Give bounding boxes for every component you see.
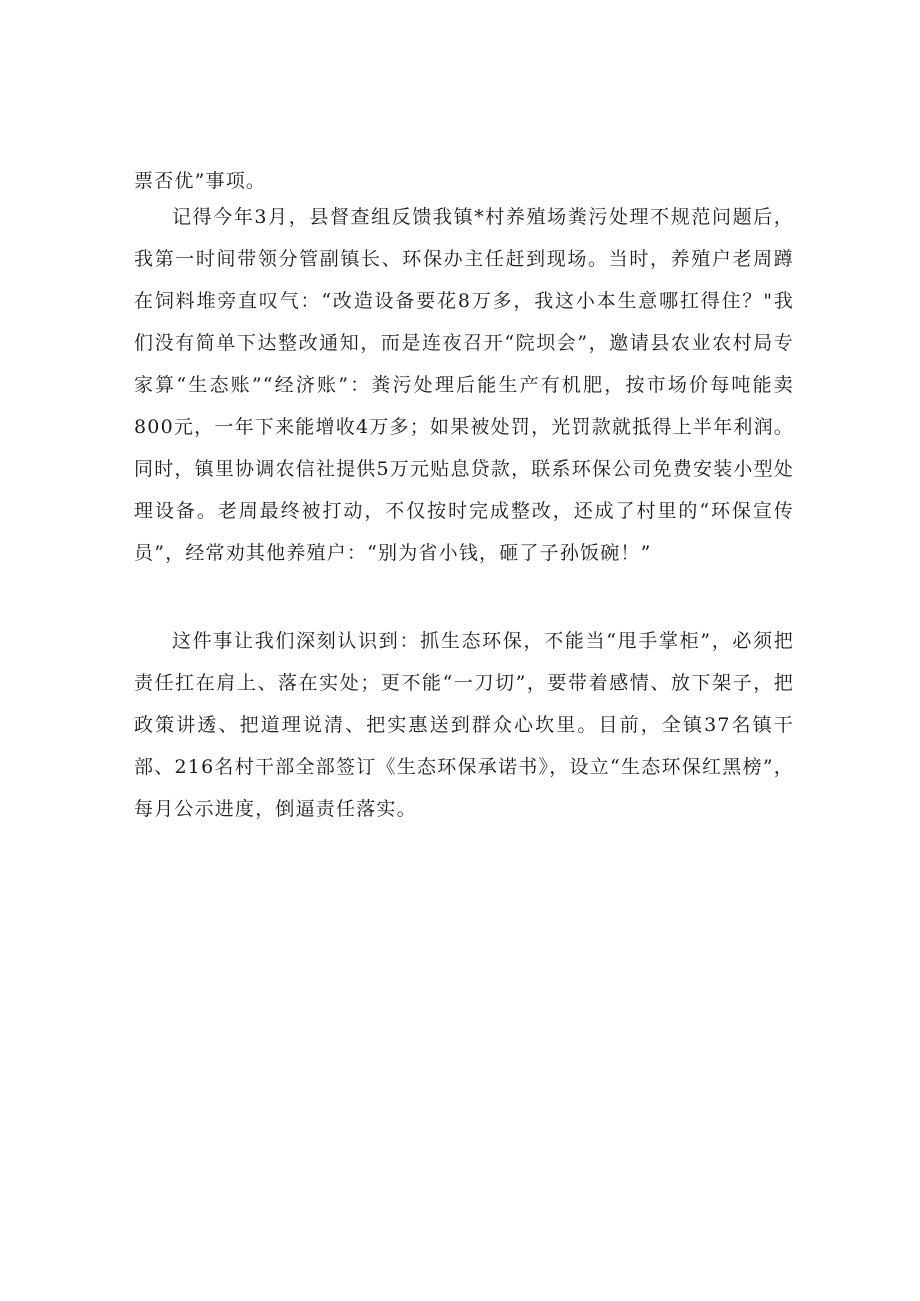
paragraph-conclusion: 这件事让我们深刻认识到：抓生态环保，不能当“甩手掌柜”，必须把责任扛在肩上、落在实处；更不能“一刀切”，要带着感情、放下架子，把政策讲透、把道理说清、把实惠送到群众心坎里。目前，全镇37名镇干部、216名村干部全部签订《生态环保承诺书》，设立“生态环保红黑榜”，每月公示进度，倒逼责任落实。 (134, 630, 794, 820)
paragraph-continuation: 票否优”事项。 (134, 170, 267, 192)
paragraph-case-story: 记得今年3月，县督查组反馈我镇*村养殖场粪污处理不规范问题后，我第一时间带领分管副镇长、环保办主任赶到现场。当时，养殖户老周蹲在饲料堆旁直叹气：“改造设备要花8万多，我这小本生意哪扛得住？"我们没有简单下达整改通知，而是连夜召开“院坝会”，邀请县农业农村局专家算“生态账”“经济账”：粪污处理后能生产有机肥，按市场价每吨能卖800元，一年下来能增收4万多；如果被处罚，光罚款就抵得上半年利润。同时，镇里协调农信社提供5万元贴息贷款，联系环保公司免费安装小型处理设备。老周最终被打动，不仅按时完成整改，还成了村里的“环保宣传员”，经常劝其他养殖户：“别为省小钱，砸了子孙饭碗！” (134, 206, 794, 564)
